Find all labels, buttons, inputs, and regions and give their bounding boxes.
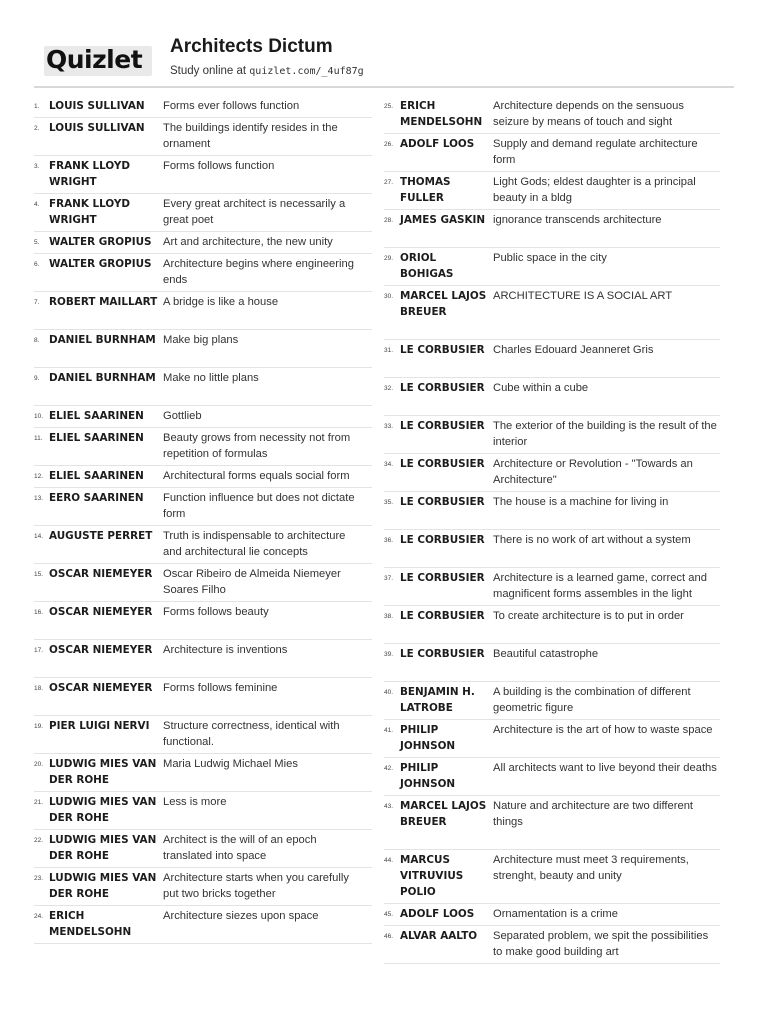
entry-definition: Nature and architecture are two different things <box>493 800 694 828</box>
entry-term: LE CORBUSIER <box>400 496 485 508</box>
entry-term: PHILIP JOHNSON <box>400 724 456 752</box>
entry-term: EERO SAARINEN <box>49 492 144 504</box>
entry-number: 43. <box>384 803 394 810</box>
flashcard-entry <box>34 792 372 830</box>
entry-definition: Forms follows beauty <box>163 606 269 618</box>
entry-term: LE CORBUSIER <box>400 648 485 660</box>
entry-number: 39. <box>384 651 394 658</box>
entry-term: BENJAMIN H. LATROBE <box>400 686 475 714</box>
entry-term: OSCAR NIEMEYER <box>49 682 153 694</box>
entry-term: PIER LUIGI NERVI <box>49 720 150 732</box>
entry-term: WALTER GROPIUS <box>49 236 152 248</box>
flashcard-entry <box>384 286 720 340</box>
flashcard-entry <box>34 526 372 564</box>
entry-number: 37. <box>384 575 394 582</box>
entry-term: OSCAR NIEMEYER <box>49 568 153 580</box>
entry-term: OSCAR NIEMEYER <box>49 606 153 618</box>
entry-number: 9. <box>34 375 40 382</box>
entry-definition: Architecture siezes upon space <box>163 910 319 922</box>
flashcard-entry <box>384 134 720 172</box>
entry-term: AUGUSTE PERRET <box>49 530 153 542</box>
entry-number: 34. <box>384 461 394 468</box>
flashcard-entry <box>34 830 372 868</box>
entry-term: ELIEL SAARINEN <box>49 470 144 482</box>
entry-number: 26. <box>384 141 394 148</box>
flashcard-entry <box>384 210 720 248</box>
entry-term: ALVAR AALTO <box>400 930 478 942</box>
entry-term: ERICH MENDELSOHN <box>400 100 483 128</box>
entry-definition: Every great architect is necessarily a great poet <box>163 198 346 226</box>
entry-term: JAMES GASKIN <box>400 214 486 226</box>
flashcard-entry <box>34 254 372 292</box>
entry-term: ELIEL SAARINEN <box>49 410 144 422</box>
flashcard-entry <box>384 720 720 758</box>
entry-definition: Art and architecture, the new unity <box>163 236 333 248</box>
entry-definition: Maria Ludwig Michael Mies <box>163 758 298 770</box>
flashcard-entry <box>384 796 720 850</box>
entry-term: MARCEL LAJOS BREUER <box>400 290 487 318</box>
entry-definition: The house is a machine for living in <box>493 496 669 508</box>
entry-number: 20. <box>34 761 44 768</box>
flashcard-entry <box>384 340 720 378</box>
entry-definition: Truth is indispensable to architecture and architectural lie concepts <box>163 530 346 558</box>
flashcard-entry <box>384 378 720 416</box>
entry-term: ROBERT MAILLART <box>49 296 158 308</box>
entry-definition: Cube within a cube <box>493 382 589 394</box>
entry-definition: Architecture is a learned game, correct and magnificent forms assembles in the light <box>493 572 707 600</box>
entry-term: LE CORBUSIER <box>400 420 485 432</box>
entry-term: ORIOL BOHIGAS <box>400 252 454 280</box>
flashcard-entry <box>34 564 372 602</box>
entry-term: DANIEL BURNHAM <box>49 334 156 346</box>
entry-definition: Architecture depends on the sensuous seizure by means of touch and sight <box>493 100 684 128</box>
entry-definition: Beauty grows from necessity not from repetition of formulas <box>163 432 351 460</box>
flashcard-entry <box>34 406 372 428</box>
entry-term: LE CORBUSIER <box>400 572 485 584</box>
entry-number: 25. <box>384 103 394 110</box>
flashcard-entry <box>34 466 372 488</box>
entry-definition: Architecture is inventions <box>163 644 288 656</box>
flashcard-entry <box>384 904 720 926</box>
flashcard-entry <box>384 568 720 606</box>
entry-number: 1. <box>34 103 40 110</box>
flashcard-entry <box>34 118 372 156</box>
entry-number: 2. <box>34 125 40 132</box>
entry-definition: Architectural forms equals social form <box>163 470 350 482</box>
flashcard-entry <box>34 330 372 368</box>
study-online-line <box>170 65 364 77</box>
entry-term: MARCEL LAJOS BREUER <box>400 800 487 828</box>
entry-term: LE CORBUSIER <box>400 382 485 394</box>
entry-definition: Structure correctness, identical with functional. <box>163 720 340 748</box>
entry-definition: To create architecture is to put in order <box>493 610 684 622</box>
entry-term: FRANK LLOYD WRIGHT <box>49 198 130 226</box>
flashcard-entry <box>384 172 720 210</box>
entry-term: LE CORBUSIER <box>400 610 485 622</box>
flashcard-entry <box>34 906 372 944</box>
entry-number: 36. <box>384 537 394 544</box>
entry-definition: The buildings identify resides in the ornament <box>163 122 338 150</box>
entry-number: 19. <box>34 723 44 730</box>
entry-term: WALTER GROPIUS <box>49 258 152 270</box>
flashcard-entry <box>384 682 720 720</box>
entry-definition: Architecture or Revolution - "Towards an Architecture" <box>493 458 693 486</box>
entry-definition: Make no little plans <box>163 372 259 384</box>
flashcard-entry <box>34 156 372 194</box>
flashcard-entry <box>384 96 720 134</box>
entry-number: 17. <box>34 647 44 654</box>
entry-term: LOUIS SULLIVAN <box>49 122 145 134</box>
flashcard-entry <box>34 428 372 466</box>
entry-definition: Separated problem, we spit the possibilities to make good building art <box>493 930 709 958</box>
right-column <box>384 96 720 964</box>
flashcard-entry <box>384 248 720 286</box>
entry-definition: Architecture must meet 3 requirements, strenght, beauty and unity <box>493 854 689 882</box>
flashcard-entry <box>384 926 720 964</box>
entry-number: 27. <box>384 179 394 186</box>
entry-number: 33. <box>384 423 394 430</box>
entry-number: 14. <box>34 533 44 540</box>
flashcard-entry <box>384 850 720 904</box>
entry-definition: Architect is the will of an epoch translated into space <box>163 834 317 862</box>
flashcard-entry <box>34 488 372 526</box>
flashcard-entry <box>34 232 372 254</box>
flashcard-entry <box>34 678 372 716</box>
entry-number: 45. <box>384 911 394 918</box>
entry-number: 3. <box>34 163 40 170</box>
entry-definition: Ornamentation is a crime <box>493 908 618 920</box>
entry-number: 44. <box>384 857 394 864</box>
entry-term: THOMAS FULLER <box>400 176 451 204</box>
entry-number: 21. <box>34 799 44 806</box>
entry-term: LUDWIG MIES VAN DER ROHE <box>49 758 157 786</box>
flashcard-entry <box>34 754 372 792</box>
entry-number: 15. <box>34 571 44 578</box>
entry-definition: Architecture starts when you carefully put two bricks together <box>163 872 349 900</box>
entry-number: 16. <box>34 609 44 616</box>
entry-number: 7. <box>34 299 40 306</box>
entry-definition: A building is the combination of different geometric figure <box>493 686 691 714</box>
entry-definition: ARCHITECTURE IS A SOCIAL ART <box>493 290 673 302</box>
flashcard-entry <box>384 530 720 568</box>
entry-definition: The exterior of the building is the result of the interior <box>493 420 717 448</box>
quizlet-logo[interactable] <box>44 46 152 76</box>
flashcard-entry <box>34 368 372 406</box>
entry-term: LE CORBUSIER <box>400 534 485 546</box>
entry-term: LUDWIG MIES VAN DER ROHE <box>49 834 157 862</box>
flashcard-entry <box>384 758 720 796</box>
entry-term: MARCUS VITRUVIUS POLIO <box>400 854 464 898</box>
page-title: Architects Dictum <box>170 36 333 57</box>
entry-number: 22. <box>34 837 44 844</box>
entry-definition: Forms follows feminine <box>163 682 278 694</box>
entry-term: PHILIP JOHNSON <box>400 762 456 790</box>
entry-definition: Make big plans <box>163 334 239 346</box>
entry-definition: Less is more <box>163 796 227 808</box>
entry-definition: Oscar Ribeiro de Almeida Niemeyer Soares Filho <box>163 568 341 596</box>
entry-definition: Supply and demand regulate architecture form <box>493 138 698 166</box>
entry-term: LE CORBUSIER <box>400 344 485 356</box>
entry-definition: Gottlieb <box>163 410 202 422</box>
entry-number: 6. <box>34 261 40 268</box>
entry-term: LE CORBUSIER <box>400 458 485 470</box>
entry-number: 4. <box>34 201 40 208</box>
flashcard-entry <box>34 640 372 678</box>
entry-term: LOUIS SULLIVAN <box>49 100 145 112</box>
entry-definition: There is no work of art without a system <box>493 534 691 546</box>
entry-number: 5. <box>34 239 40 246</box>
entry-term: LUDWIG MIES VAN DER ROHE <box>49 872 157 900</box>
entry-definition: Function influence but does not dictate form <box>163 492 355 520</box>
entry-term: DANIEL BURNHAM <box>49 372 156 384</box>
entry-number: 41. <box>384 727 394 734</box>
flashcard-entry <box>384 492 720 530</box>
entry-number: 24. <box>34 913 44 920</box>
study-prefix: Study online at <box>170 65 250 77</box>
entry-definition: Forms follows function <box>163 160 275 172</box>
entry-term: FRANK LLOYD WRIGHT <box>49 160 130 188</box>
entry-definition: Beautiful catastrophe <box>493 648 599 660</box>
entry-number: 12. <box>34 473 44 480</box>
flashcard-entry <box>34 602 372 640</box>
entry-number: 8. <box>34 337 40 344</box>
flashcard-entry <box>34 292 372 330</box>
entry-definition: Charles Edouard Jeanneret Gris <box>493 344 654 356</box>
entry-definition: Public space in the city <box>493 252 607 264</box>
entry-definition: A bridge is like a house <box>163 296 279 308</box>
flashcard-entry <box>34 868 372 906</box>
entry-number: 32. <box>384 385 394 392</box>
entry-definition: All architects want to live beyond their deaths <box>493 762 717 774</box>
flashcard-entry <box>384 644 720 682</box>
study-url-link[interactable]: quizlet.com/_4uf87g <box>249 66 364 77</box>
flashcard-entry <box>34 194 372 232</box>
entry-term: ADOLF LOOS <box>400 908 475 920</box>
entry-term: ELIEL SAARINEN <box>49 432 144 444</box>
entry-number: 31. <box>384 347 394 354</box>
entry-definition: Architecture is the art of how to waste space <box>493 724 713 736</box>
entry-number: 29. <box>384 255 394 262</box>
entry-number: 23. <box>34 875 44 882</box>
entry-term: LUDWIG MIES VAN DER ROHE <box>49 796 157 824</box>
entry-definition: Light Gods; eldest daughter is a principal beauty in a bldg <box>493 176 696 204</box>
logo-text: Quizlet <box>46 45 143 74</box>
entry-term: ADOLF LOOS <box>400 138 475 150</box>
entry-number: 46. <box>384 933 394 940</box>
entry-number: 42. <box>384 765 394 772</box>
flashcard-entry <box>384 454 720 492</box>
entry-number: 35. <box>384 499 394 506</box>
entry-definition: Forms ever follows function <box>163 100 300 112</box>
entry-number: 30. <box>384 293 394 300</box>
page-header <box>0 0 768 96</box>
flashcard-entry <box>34 96 372 118</box>
entry-number: 10. <box>34 413 44 420</box>
entry-number: 18. <box>34 685 44 692</box>
entry-number: 13. <box>34 495 44 502</box>
header-divider <box>34 86 734 88</box>
entry-number: 28. <box>384 217 394 224</box>
entry-number: 40. <box>384 689 394 696</box>
left-column <box>34 96 372 944</box>
flashcard-entry <box>34 716 372 754</box>
entry-number: 11. <box>34 435 43 442</box>
entry-term: ERICH MENDELSOHN <box>49 910 132 938</box>
entry-number: 38. <box>384 613 394 620</box>
flashcard-entry <box>384 606 720 644</box>
entry-definition: Architecture begins where engineering ends <box>163 258 354 286</box>
entry-definition: ignorance transcends architecture <box>493 214 662 226</box>
flashcard-entry <box>384 416 720 454</box>
entry-term: OSCAR NIEMEYER <box>49 644 153 656</box>
